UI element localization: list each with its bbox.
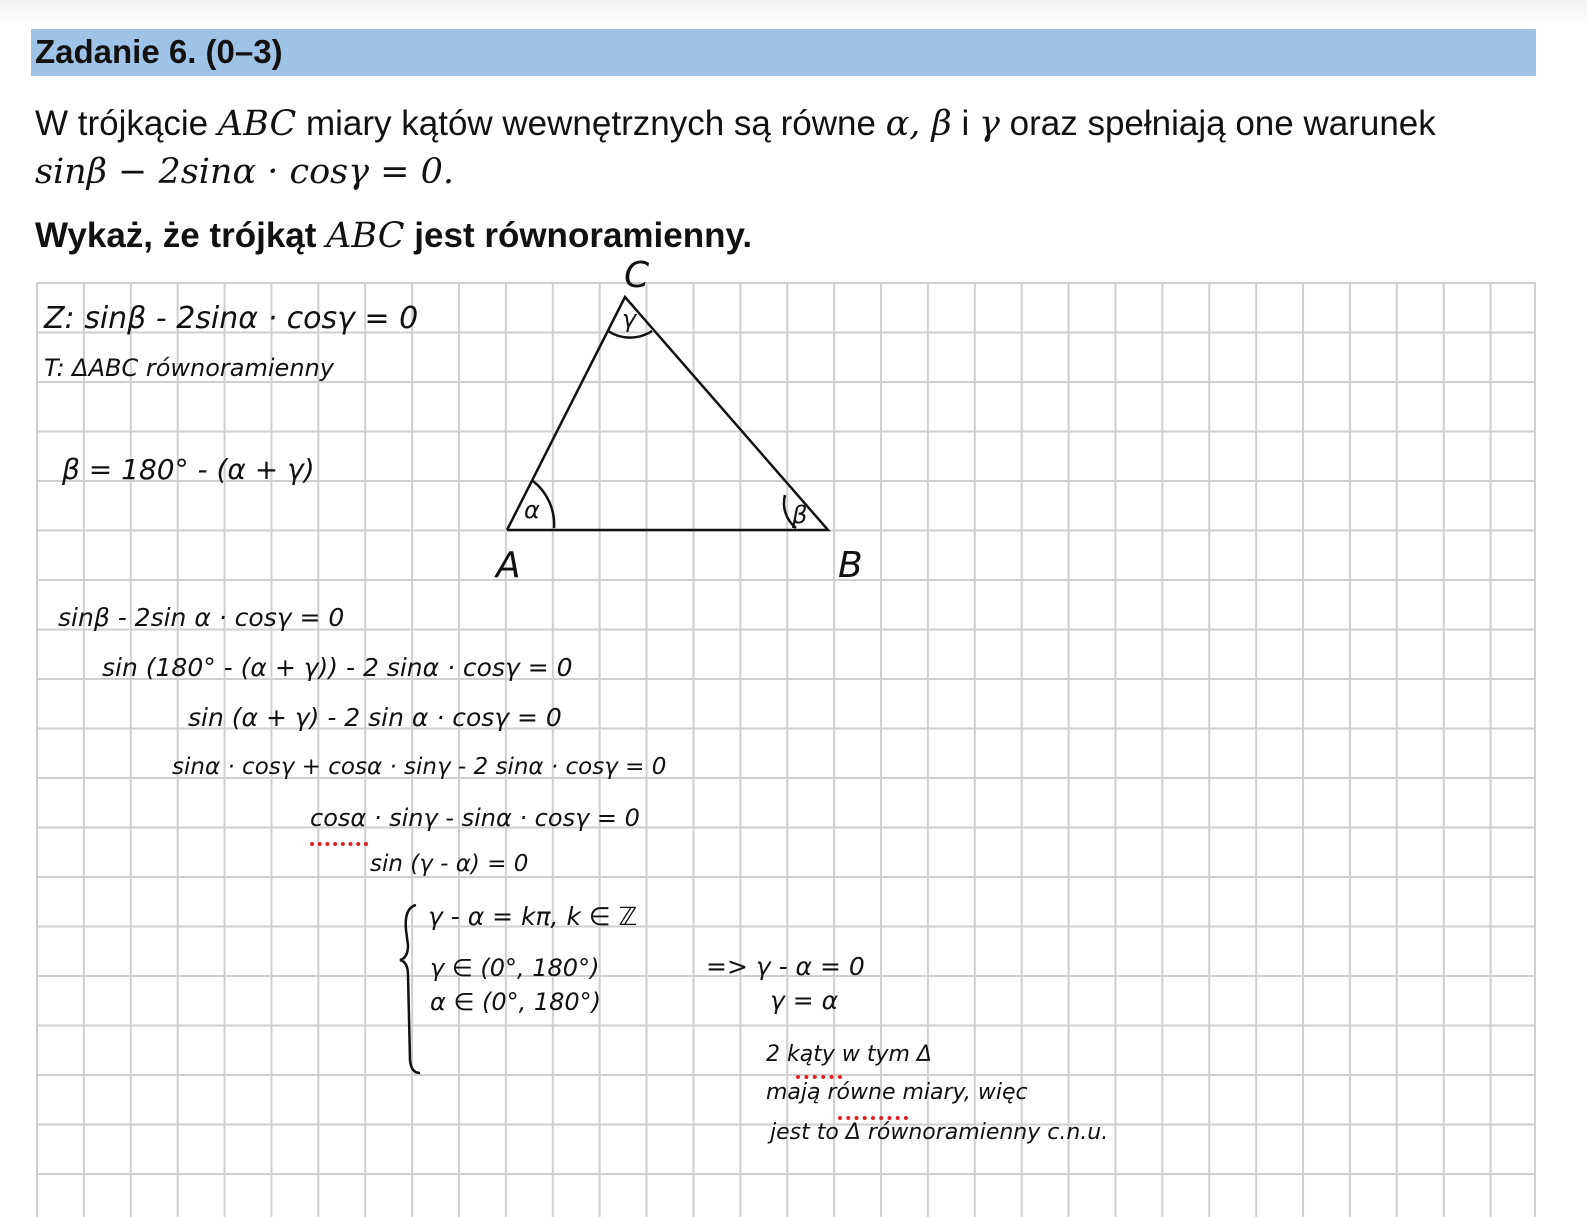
implication-line: => γ - α = 0 (706, 952, 865, 981)
statement-text-3: i (951, 104, 979, 143)
statement-text-4: oraz spełniają one warunek (999, 104, 1436, 143)
system-line-2: γ ∈ (0°, 180°) (430, 954, 600, 982)
step-4: sinα · cosγ + cosα · sinγ - 2 sinα · cosγ = 0 (172, 754, 667, 780)
conclusion-line-1: 2 kąty w tym Δ (766, 1042, 932, 1067)
conclusion-line-2: mają równe miary, więc (766, 1080, 1028, 1105)
step-3: sin (α + γ) - 2 sin α · cosγ = 0 (188, 703, 562, 732)
vertex-a-label: A (496, 545, 521, 586)
statement-abc: ABC (217, 104, 297, 144)
vertex-b-label: B (838, 545, 863, 586)
gamma-equals-alpha: γ = α (770, 986, 839, 1015)
system-line-3: α ∈ (0°, 180°) (430, 988, 602, 1016)
task-text-2: jest równoramienny. (404, 216, 753, 255)
angle-gamma-label: γ (622, 305, 637, 333)
task-abc: ABC (326, 216, 405, 256)
task-title: Zadanie 6. (0–3) (35, 33, 283, 70)
statement-text-2: miary kątów wewnętrznych są równe (296, 104, 886, 143)
step-6: sin (γ - α) = 0 (370, 851, 529, 877)
angle-beta-label: β (792, 501, 808, 529)
vertex-c-label: C (624, 255, 650, 296)
step-2: sin (180° - (α + γ)) - 2 sinα · cosγ = 0 (102, 653, 573, 682)
statement-text-1: W trójkącie (35, 104, 218, 143)
thesis-line: T: ΔABC równoramienny (44, 354, 334, 382)
statement-condition: sinβ − 2sinα · cosγ = 0. (35, 152, 455, 192)
system-line-1: γ - α = kπ, k ∈ ℤ (428, 902, 638, 931)
task-text-1: Wykaż, że trójkąt (35, 216, 327, 255)
step-1: sinβ - 2sin α · cosγ = 0 (58, 603, 345, 632)
annotation-dots-2 (796, 1075, 842, 1079)
given-line: Z: sinβ - 2sinα · cosγ = 0 (44, 301, 419, 336)
step-5: cosα · sinγ - sinα · cosγ = 0 (310, 804, 640, 832)
beta-equation: β = 180° - (α + γ) (62, 453, 315, 486)
statement-gamma: γ (979, 104, 1000, 144)
statement-angles: α, β (885, 104, 952, 144)
angle-alpha-label: α (524, 496, 540, 524)
conclusion-line-3: jest to Δ równoramienny c.n.u. (770, 1120, 1109, 1145)
